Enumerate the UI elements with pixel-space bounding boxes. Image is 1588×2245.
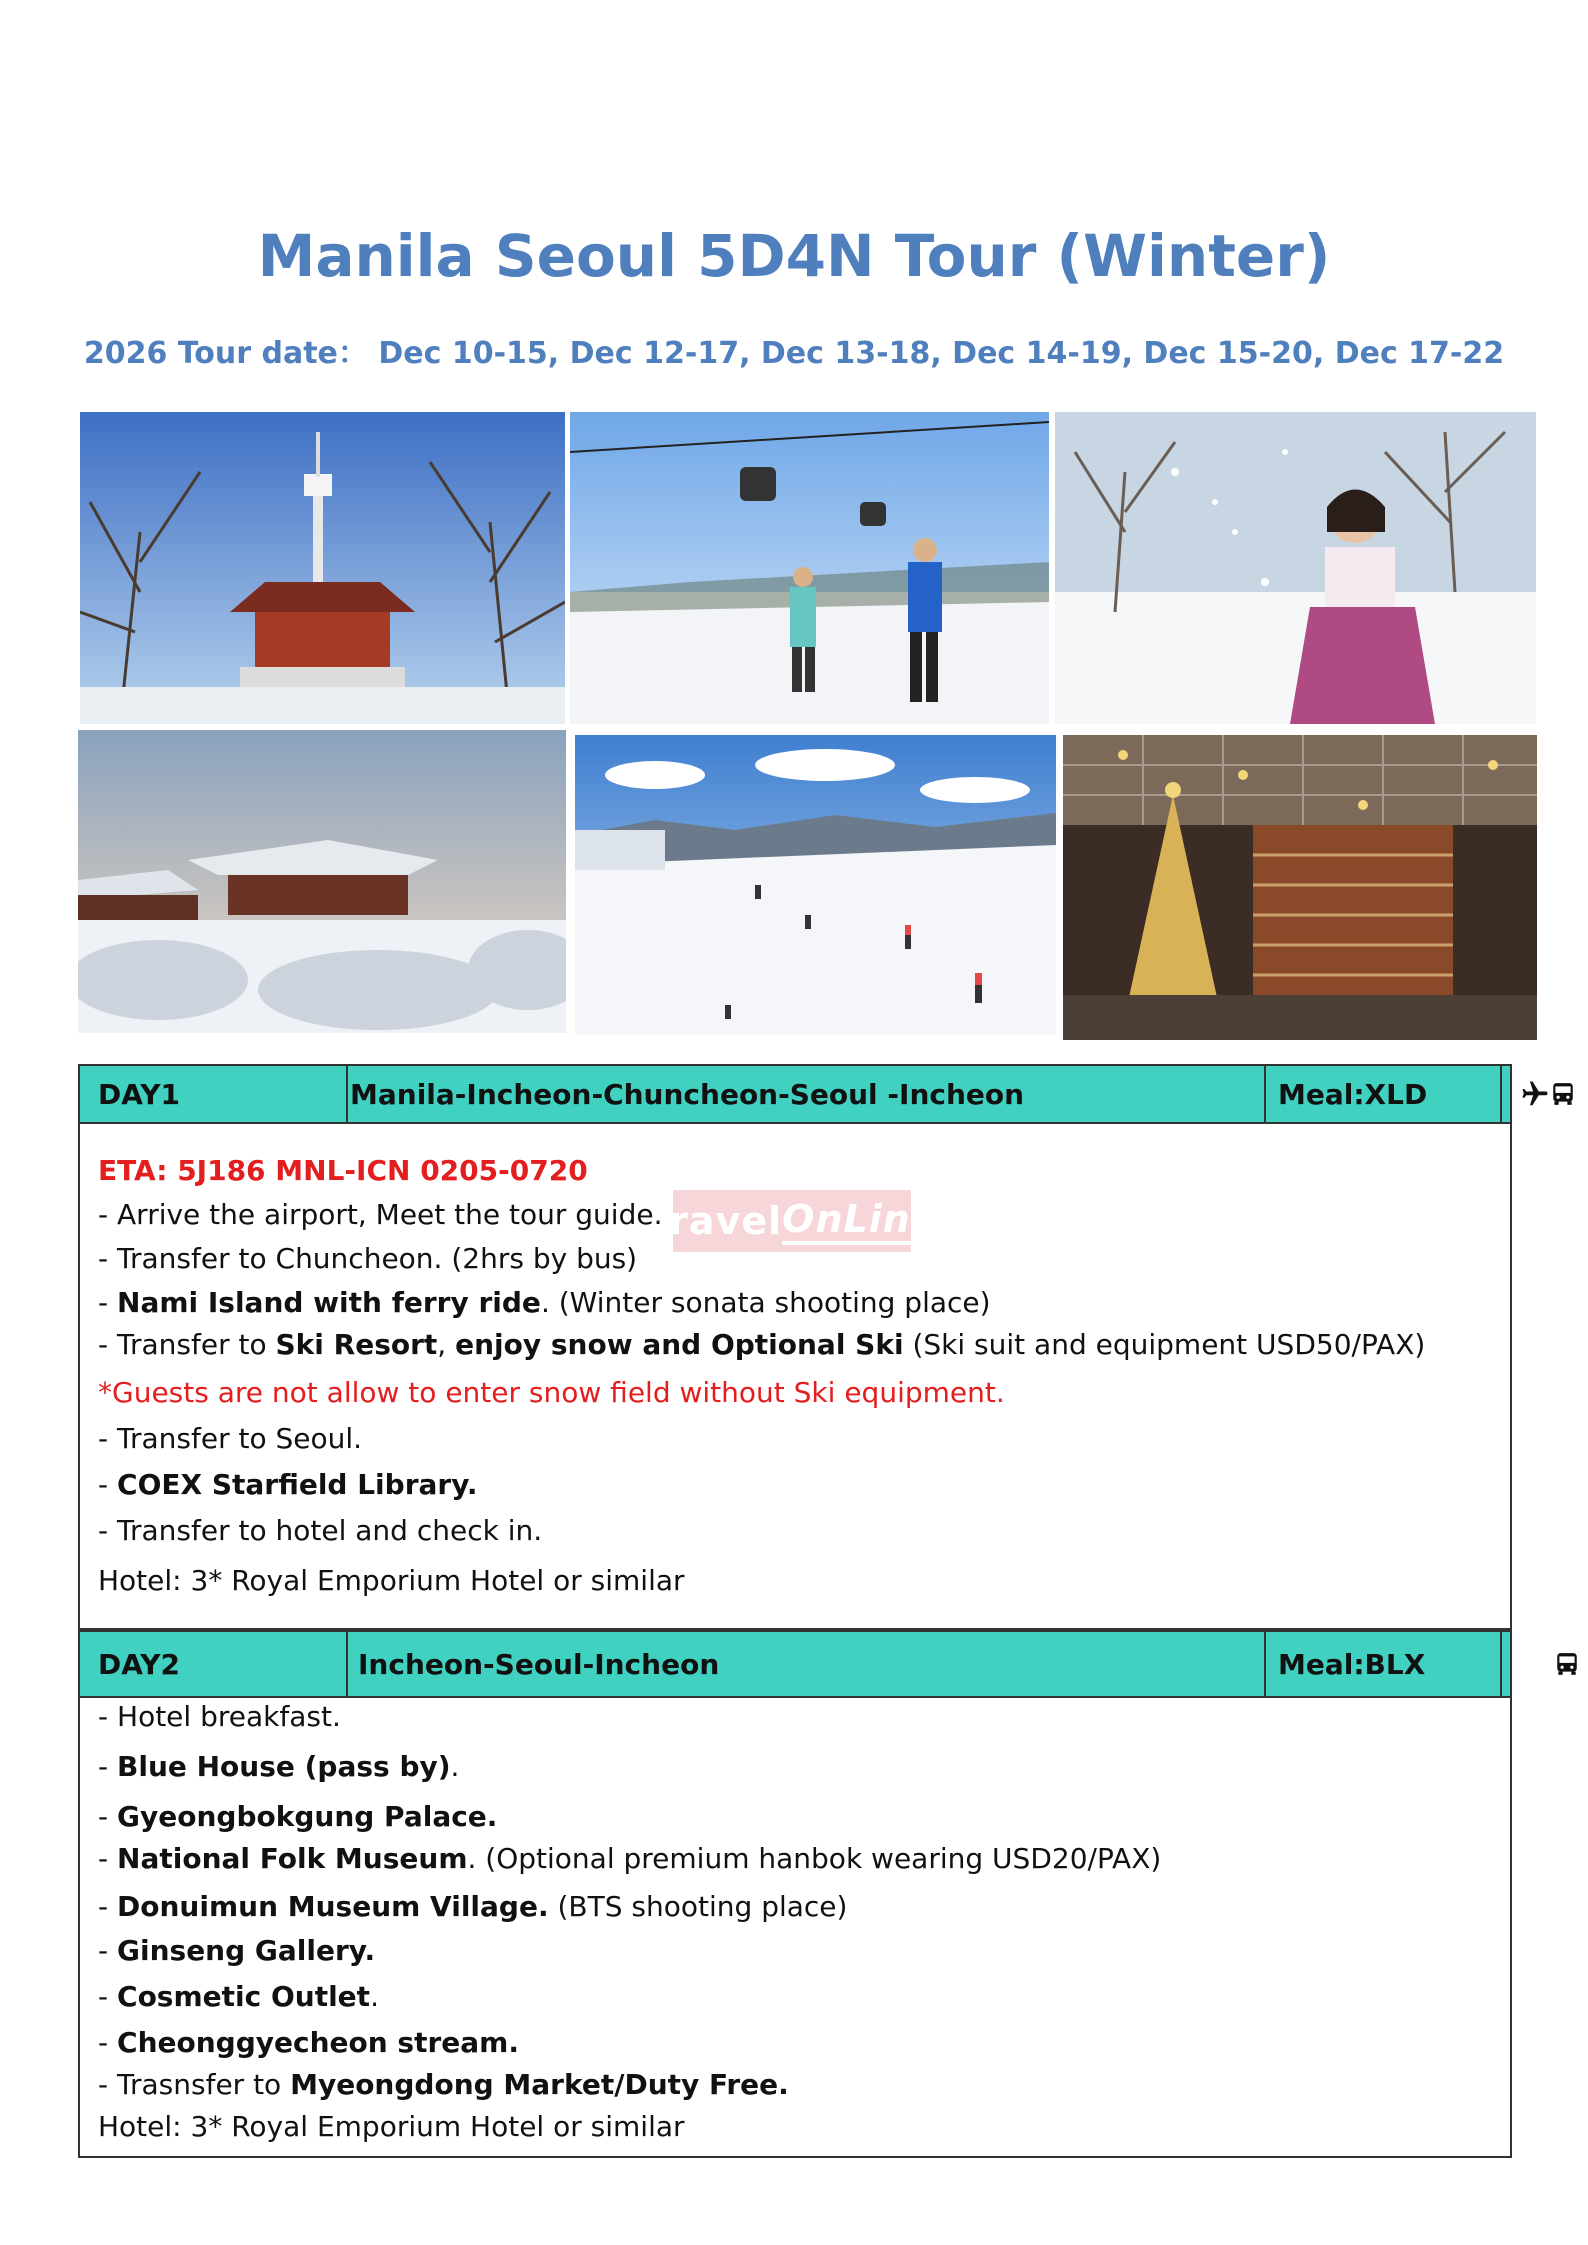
day2-hotel: Hotel: 3* Royal Emporium Hotel or similar [98, 2110, 685, 2143]
day1-warning: *Guests are not allow to enter snow field without Ski equipment. [98, 1376, 1005, 1409]
list-item: - Transfer to Ski Resort, enjoy snow and Optional Ski (Ski suit and equipment USD50/PAX) [98, 1328, 1426, 1361]
list-item: - Arrive the airport, Meet the tour guide. [98, 1198, 663, 1231]
list-item: - Transfer to Chuncheon. (2hrs by bus) [98, 1242, 638, 1275]
photo-hanbok-snow [1055, 412, 1536, 724]
photo-namsan-tower [80, 412, 565, 724]
list-item: - Gyeongbokgung Palace. [98, 1800, 498, 1833]
day2-label: DAY2 [80, 1632, 348, 1696]
plane-icon [1520, 1079, 1550, 1109]
page-title: Manila Seoul 5D4N Tour (Winter) [257, 222, 1331, 290]
day2-transport [1502, 1632, 1588, 1696]
watermark-logo: Travel OnLine [673, 1190, 911, 1252]
bus-icon [1554, 1651, 1580, 1677]
photo-starfield-library [1063, 735, 1537, 1040]
photo-ski-gondola [570, 412, 1049, 724]
day2-route: Incheon-Seoul-Incheon [348, 1632, 1266, 1696]
tour-dates [0, 328, 1588, 372]
day1-hotel: Hotel: 3* Royal Emporium Hotel or similar [98, 1564, 685, 1597]
tour-dates-value: Dec 10-15, Dec 12-17, Dec 13-18, Dec 14-19, Dec 15-20, Dec 17-22 [378, 336, 1505, 371]
list-item: - Nami Island with ferry ride. (Winter sonata shooting place) [98, 1286, 991, 1319]
list-item: - Cosmetic Outlet. [98, 1980, 379, 2013]
day1-transport [1502, 1066, 1588, 1122]
list-item: - Cheonggyecheon stream. [98, 2026, 519, 2059]
photo-palace-snow [78, 730, 566, 1033]
list-item: - COEX Starfield Library. [98, 1468, 478, 1501]
list-item: - Blue House (pass by). [98, 1750, 460, 1783]
day1-label: DAY1 [80, 1066, 348, 1122]
day2-meal: Meal:BLX [1266, 1632, 1502, 1696]
list-item: - Transfer to Seoul. [98, 1422, 363, 1455]
day2-header [80, 1632, 1510, 1698]
tour-dates-label: 2026 Tour date： [83, 336, 368, 371]
list-item: - Hotel breakfast. [98, 1700, 341, 1733]
list-item: - National Folk Museum. (Optional premium hanbok wearing USD20/PAX) [98, 1842, 1162, 1875]
list-item: - Donuimun Museum Village. (BTS shooting place) [98, 1890, 848, 1923]
day1-section [78, 1064, 1512, 1630]
list-item: - Trasnsfer to Myeongdong Market/Duty Free. [98, 2068, 789, 2101]
day1-eta: ETA: 5J186 MNL-ICN 0205-0720 [98, 1154, 588, 1187]
day1-meal: Meal:XLD [1266, 1066, 1502, 1122]
list-item: - Transfer to hotel and check in. [98, 1514, 543, 1547]
bus-icon [1550, 1081, 1576, 1107]
photo-ski-slope [575, 735, 1056, 1035]
day1-route: Manila-Incheon-Chuncheon-Seoul -Incheon [348, 1066, 1266, 1122]
day1-header [80, 1066, 1510, 1124]
day2-section [78, 1630, 1512, 2158]
list-item: - Ginseng Gallery. [98, 1934, 376, 1967]
